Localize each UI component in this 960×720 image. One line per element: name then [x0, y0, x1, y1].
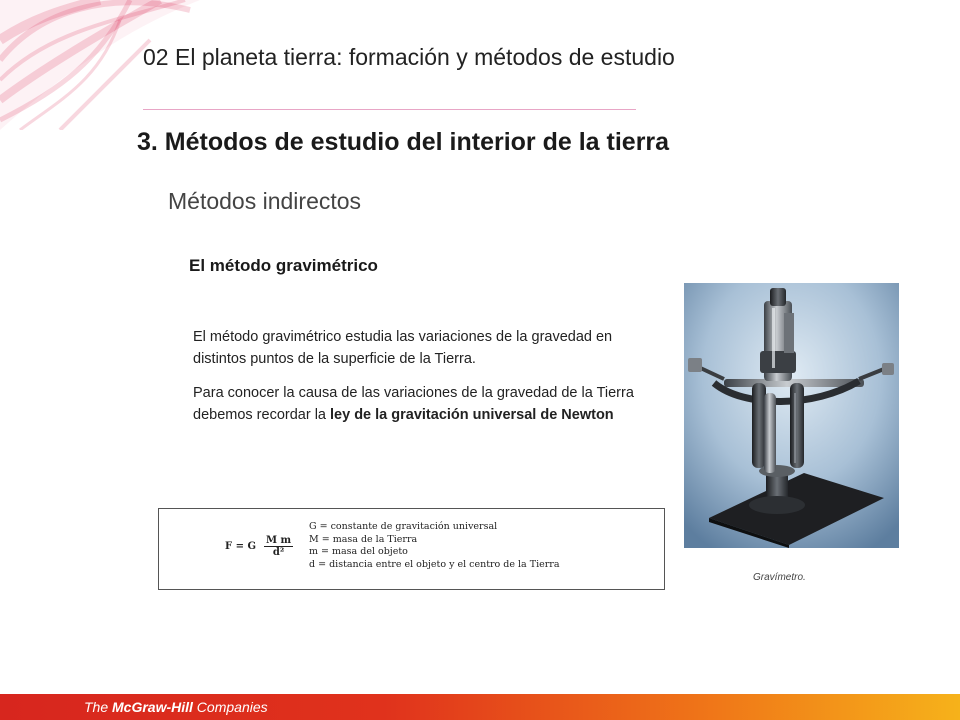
formula-numerator: M m	[265, 535, 292, 546]
paragraph-2	[193, 383, 663, 426]
paragraph-1: El método gravimétrico estudia las variaciones de la gravedad en distintos puntos de la superficie de la Tierra.	[193, 329, 613, 367]
newton-law-emphasis: ley de la gravitación universal de Newton	[330, 406, 614, 423]
chapter-title: 02 El planeta tierra: formación y métodos de estudio	[143, 44, 675, 70]
legend-item-g: G = constante de gravitación universal	[309, 521, 498, 532]
legend-item-m: m = masa del objeto	[309, 546, 408, 557]
method-title: El método gravimétrico	[189, 256, 378, 275]
formula-legend	[309, 521, 559, 571]
logo-name: McGraw-Hill	[112, 699, 193, 715]
formula-denominator: d²	[272, 547, 285, 558]
formula-lhs: F = G	[225, 541, 256, 552]
logo-prefix: The	[84, 699, 113, 715]
paragraph-2-text: Para conocer la causa de las variaciones de la gravedad de la Tierra debemos recordar la	[193, 385, 634, 423]
formula-box	[158, 508, 665, 590]
body-text	[193, 327, 663, 439]
gravitation-formula	[225, 535, 293, 558]
subsection-title: Métodos indirectos	[168, 188, 362, 214]
formula-fraction	[264, 535, 293, 558]
title-divider	[143, 109, 636, 110]
section-title: 3. Métodos de estudio del interior de la tierra	[137, 128, 670, 156]
legend-item-d: d = distancia entre el objeto y el centro de la Tierra	[309, 558, 560, 570]
figure-caption: Gravímetro.	[753, 572, 806, 583]
publisher-logo	[84, 699, 268, 715]
gravimeter-photo	[684, 283, 899, 548]
footer-bar	[0, 694, 960, 720]
logo-suffix: Companies	[192, 699, 268, 715]
legend-item-M: M = masa de la Tierra	[309, 533, 418, 545]
